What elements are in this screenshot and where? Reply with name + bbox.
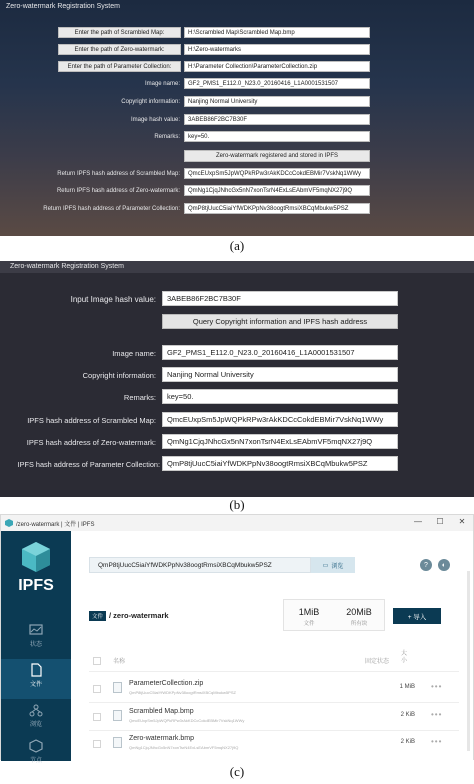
copyright-field[interactable]: Nanjing Normal University	[162, 367, 398, 382]
parameter-collection-path-button[interactable]: Enter the path of Parameter Collection:	[58, 61, 181, 72]
hash-path-input[interactable]: QmP8tjUucC5iaiYfWDKPpNv38oogtRmsiXBCqMbukw5PSZ	[89, 557, 311, 573]
parameter-collection-path-field[interactable]: H:\Parameter Collection\ParameterCollection.zip	[184, 61, 370, 72]
parameter-collection-hash-field[interactable]: QmP8tjUucC5iaiYfWDKPpNv38oogtRmsiXBCqMbukw5PSZ	[162, 456, 398, 471]
minimize-button[interactable]: —	[414, 517, 422, 526]
file-name[interactable]: Scrambled Map.bmp	[129, 708, 194, 715]
sidebar-item-label: 文件	[29, 682, 42, 688]
file-hash: QmNg1CjqJNhcGx5nN7xonTsrN4ExLsEAbmVF5mqNX27j9Q	[129, 745, 239, 750]
query-button[interactable]: Query Copyright information and IPFS hash address	[162, 314, 398, 329]
sidebar-item-status[interactable]	[1, 619, 71, 659]
all-blocks-label: 所有块	[350, 621, 368, 627]
register-button[interactable]: Zero-watermark registered and stored in IPFS	[184, 150, 370, 162]
file-icon	[113, 682, 122, 693]
image-hash-field[interactable]: 3ABEB86F2BC7B30F	[184, 114, 370, 125]
row-checkbox[interactable]	[93, 685, 101, 693]
caption-a: (a)	[229, 238, 245, 253]
browse-button[interactable]	[311, 557, 355, 573]
row-checkbox[interactable]	[93, 740, 101, 748]
more-options-icon[interactable]: •••	[431, 682, 443, 691]
return-parameter-label: Return IPFS hash address of Parameter Collection:	[43, 206, 180, 212]
name-header[interactable]: 名称	[113, 659, 126, 665]
input-hash-label: Input Image hash value:	[70, 295, 156, 304]
return-scrambled-field[interactable]: QmcEUxpSm5JpWQPkRPw3rAkKDCcCokdEBMir7VskNq1WWy	[184, 168, 370, 179]
status-icon	[29, 623, 43, 637]
more-options-icon[interactable]: •••	[431, 710, 443, 719]
files-main	[71, 531, 473, 761]
sidebar-item-peers[interactable]	[1, 735, 71, 775]
sidebar-item-label: 节点	[29, 758, 42, 764]
window-title: Zero-watermark Registration System	[6, 3, 120, 10]
scrambled-map-hash-label: IPFS hash address of Scrambled Map:	[27, 416, 156, 425]
scrollbar[interactable]	[467, 571, 470, 751]
registration-window-a	[0, 0, 474, 236]
return-scrambled-label: Return IPFS hash address of Scrambled Map:	[57, 171, 180, 177]
settings-icon[interactable]: ◐	[438, 559, 450, 571]
import-button[interactable]: + 导入	[393, 608, 441, 624]
scrambled-map-path-button[interactable]: Enter the path of Scrambled Map:	[58, 27, 181, 38]
file-hash: QmP8tjUucC5iaiYfWDKPpNv38oogtRmsiXBCqMbukw5PSZ	[129, 690, 236, 695]
title-bar	[1, 515, 473, 532]
registration-window-b	[0, 261, 474, 497]
scrambled-map-path-field[interactable]: H:\Scrambled Map\Scrambled Map.bmp	[184, 27, 370, 38]
sidebar-item-files[interactable]	[1, 659, 71, 699]
parameter-collection-hash-label: IPFS hash address of Parameter Collection:	[17, 460, 160, 469]
file-hash: QmcEUxpSm5JpWQPkRPw3rAkKDCcCokdEBMir7VskNq1WWy	[129, 718, 245, 723]
file-name[interactable]: ParameterCollection.zip	[129, 680, 204, 687]
row-checkbox[interactable]	[93, 713, 101, 721]
table-row[interactable]	[89, 705, 459, 727]
stats-box	[283, 599, 385, 631]
input-hash-field[interactable]: 3ABEB86F2BC7B30F	[162, 291, 398, 306]
ipfs-cube-icon	[21, 541, 51, 573]
peers-icon	[29, 739, 43, 753]
zero-watermark-hash-field[interactable]: QmNg1CjqJNhcGx5nN7xonTsrN4ExLsEAbmVF5mqNX27j9Q	[162, 434, 398, 449]
image-name-label: Image name:	[144, 81, 180, 87]
help-icon[interactable]: ?	[420, 559, 432, 571]
size-header[interactable]: 大小	[401, 651, 408, 664]
files-size-value: 1MiB	[298, 607, 320, 617]
file-size: 2 KiB	[400, 712, 415, 718]
ipfs-logo-small-icon	[5, 519, 13, 527]
maximize-button[interactable]: ☐	[436, 517, 444, 526]
remarks-label: Remarks:	[123, 393, 156, 402]
copyright-field[interactable]: Nanjing Normal University	[184, 96, 370, 107]
table-row[interactable]	[89, 732, 459, 754]
remarks-field[interactable]: key=50.	[162, 389, 398, 404]
folder-icon: ▭	[322, 562, 329, 569]
image-name-label: Image name:	[112, 349, 156, 358]
sidebar-item-explore[interactable]	[1, 699, 71, 739]
remarks-field[interactable]: key=50.	[184, 131, 370, 142]
image-hash-label: Image hash value:	[130, 117, 180, 123]
sidebar-item-label: 浏览	[29, 722, 42, 728]
row-divider	[89, 730, 459, 731]
all-blocks-value: 20MiB	[346, 607, 372, 617]
ipfs-desktop-window	[0, 514, 474, 764]
return-parameter-field[interactable]: QmP8tjUucC5iaiYfWDKPpNv38oogtRmsiXBCqMbukw5PSZ	[184, 203, 370, 214]
select-all-checkbox[interactable]	[93, 657, 101, 665]
window-title: /zero-watermark | 文件 | IPFS	[16, 522, 95, 528]
ipfs-logo-text: IPFS	[18, 577, 54, 594]
breadcrumb-root-tag[interactable]: 文件	[89, 611, 106, 621]
zero-watermark-hash-label: IPFS hash address of Zero-watermark:	[26, 438, 156, 447]
browse-label: 浏览	[331, 563, 344, 570]
return-zero-watermark-field[interactable]: QmNg1CjqJNhcGx5nN7xonTsrN4ExLsEAbmVF5mqNX27j9Q	[184, 185, 370, 196]
pin-status-header[interactable]: 固定状态	[365, 659, 390, 665]
copyright-label: Copyright information:	[121, 99, 180, 105]
header-divider	[89, 671, 459, 672]
remarks-label: Remarks:	[154, 134, 180, 140]
sidebar-item-label: 状态	[29, 642, 42, 648]
zero-watermark-path-button[interactable]: Enter the path of Zero-watermark:	[58, 44, 181, 55]
sidebar	[1, 531, 71, 764]
image-name-field[interactable]: GF2_PMS1_E112.0_N23.0_20160416_L1A0001531507	[184, 78, 370, 89]
table-row[interactable]	[89, 677, 459, 699]
files-icon	[29, 663, 43, 677]
copyright-label: Copyright information:	[82, 371, 156, 380]
close-button[interactable]: ✕	[458, 517, 466, 526]
caption-b: (b)	[229, 497, 245, 512]
row-divider	[89, 702, 459, 703]
more-options-icon[interactable]: •••	[431, 737, 443, 746]
image-name-field[interactable]: GF2_PMS1_E112.0_N23.0_20160416_L1A0001531507	[162, 345, 398, 360]
file-name[interactable]: Zero-watermark.bmp	[129, 735, 194, 742]
files-size-label: 文件	[303, 621, 315, 627]
file-icon	[113, 710, 122, 721]
breadcrumb-path[interactable]: / zero-watermark	[109, 611, 169, 620]
return-zero-watermark-label: Return IPFS hash address of Zero-watermark:	[56, 188, 180, 194]
file-size: 1 MiB	[399, 684, 415, 690]
zero-watermark-path-field[interactable]: H:\Zero-watermarks	[184, 44, 370, 55]
file-icon	[113, 737, 122, 748]
file-size: 2 KiB	[400, 739, 415, 745]
scrambled-map-hash-field[interactable]: QmcEUxpSm5JpWQPkRPw3rAkKDCcCokdEBMir7VskNq1WWy	[162, 412, 398, 427]
window-title: Zero-watermark Registration System	[10, 263, 124, 270]
explore-icon	[29, 703, 43, 717]
caption-c: (c)	[229, 764, 245, 779]
